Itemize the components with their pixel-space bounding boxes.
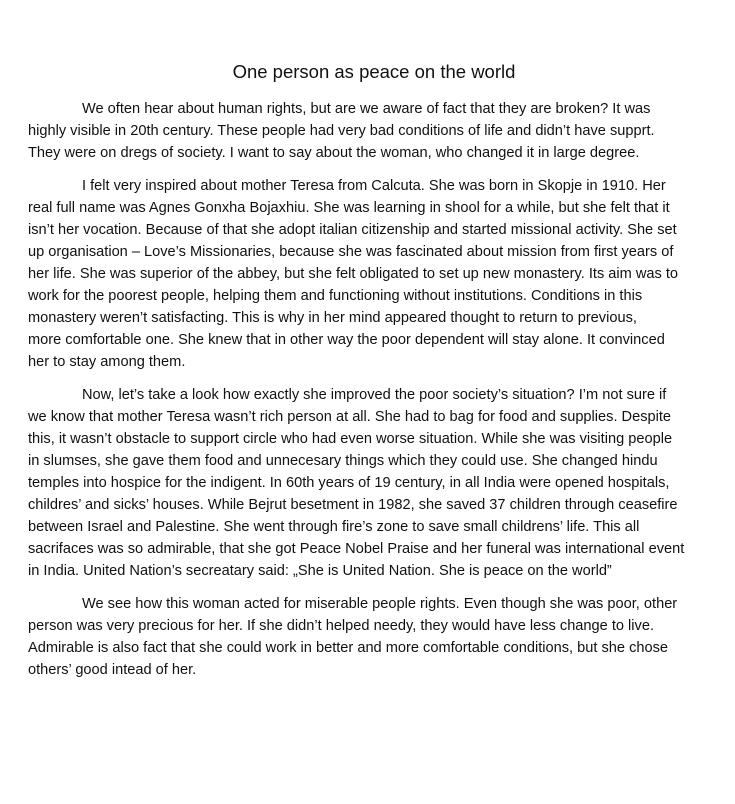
- paragraph-line: We often hear about human rights, but are we aware of fact that they are broken? It was: [82, 101, 651, 117]
- paragraph-line: childres’ and sicks’ houses. While Bejrut besetment in 1982, she saved 37 children through ceasefire: [28, 497, 678, 513]
- paragraph-line: We see how this woman acted for miserable people rights. Even though she was poor, other: [82, 596, 678, 612]
- paragraph-line: Admirable is also fact that she could work in better and more comfortable conditions, but she chose: [28, 640, 669, 656]
- paragraph-line: this, it wasn’t obstacle to support circle who had even worse situation. While she was visiting people: [28, 431, 673, 447]
- paragraph-line: up organisation – Love’s Missionaries, because she was fascinated about mission from first years of: [28, 244, 674, 260]
- paragraph-line: between Israel and Palestine. She went through fire’s zone to save small childrens’ life. This all: [28, 519, 640, 535]
- paragraph-line: work for the poorest people, helping them and functioning without institutions. Conditions in this: [28, 288, 643, 304]
- paragraph-line: real full name was Agnes Gonxha Bojaxhiu. She was learning in shool for a while, but she felt that it: [28, 200, 670, 216]
- paragraph-line: in slumses, she gave them food and unnecesary things which they could use. She changed hindu: [28, 453, 658, 469]
- paragraph-line: more comfortable one. She knew that in other way the poor dependent will stay alone. It convinced: [28, 332, 665, 348]
- paragraph-line: temples into hospice for the indigent. In 60th years of 19 century, in all India were opened hospitals,: [28, 475, 670, 491]
- paragraph-3: [28, 384, 728, 582]
- paragraph-line: sacrifaces was so admirable, that she got Peace Nobel Praise and her funeral was international event: [28, 541, 685, 557]
- paragraph-line: in India. United Nation’s secreatary said: „She is United Nation. She is peace on the world”: [28, 563, 612, 579]
- paragraph-2: [28, 175, 728, 373]
- paragraph-line: her to stay among them.: [28, 354, 186, 370]
- paragraph-line: we know that mother Teresa wasn’t rich person at all. She had to bag for food and supplies. Despite: [28, 409, 672, 425]
- paragraph-line: Now, let’s take a look how exactly she improved the poor society’s situation? I’m not sure if: [82, 387, 667, 403]
- paragraph-line: highly visible in 20th century. These people had very bad conditions of life and didn’t have supprt.: [28, 123, 655, 139]
- paragraph-line: I felt very inspired about mother Teresa from Calcuta. She was born in Skopje in 1910. Her: [82, 178, 666, 194]
- paragraph-line: others’ good intead of her.: [28, 662, 197, 678]
- paragraph-line: her life. She was superior of the abbey, but she felt obligated to set up new monastery. Its aim was to: [28, 266, 679, 282]
- paragraph-line: person was very precious for her. If she didn’t helped needy, they would have less change to live.: [28, 618, 655, 634]
- document-title: One person as peace on the world: [232, 61, 516, 82]
- paragraph-line: monastery weren’t satisfacting. This is why in her mind appeared thought to return to previous,: [28, 310, 637, 326]
- paragraph-line: They were on dregs of society. I want to say about the woman, who changed it in large degree.: [28, 145, 640, 161]
- paragraph-1: [28, 98, 728, 164]
- paragraph-line: isn’t her vocation. Because of that she adopt italian citizenship and started missional activity. She set: [28, 222, 677, 238]
- paragraph-4: [28, 593, 728, 681]
- document-body: [28, 98, 728, 692]
